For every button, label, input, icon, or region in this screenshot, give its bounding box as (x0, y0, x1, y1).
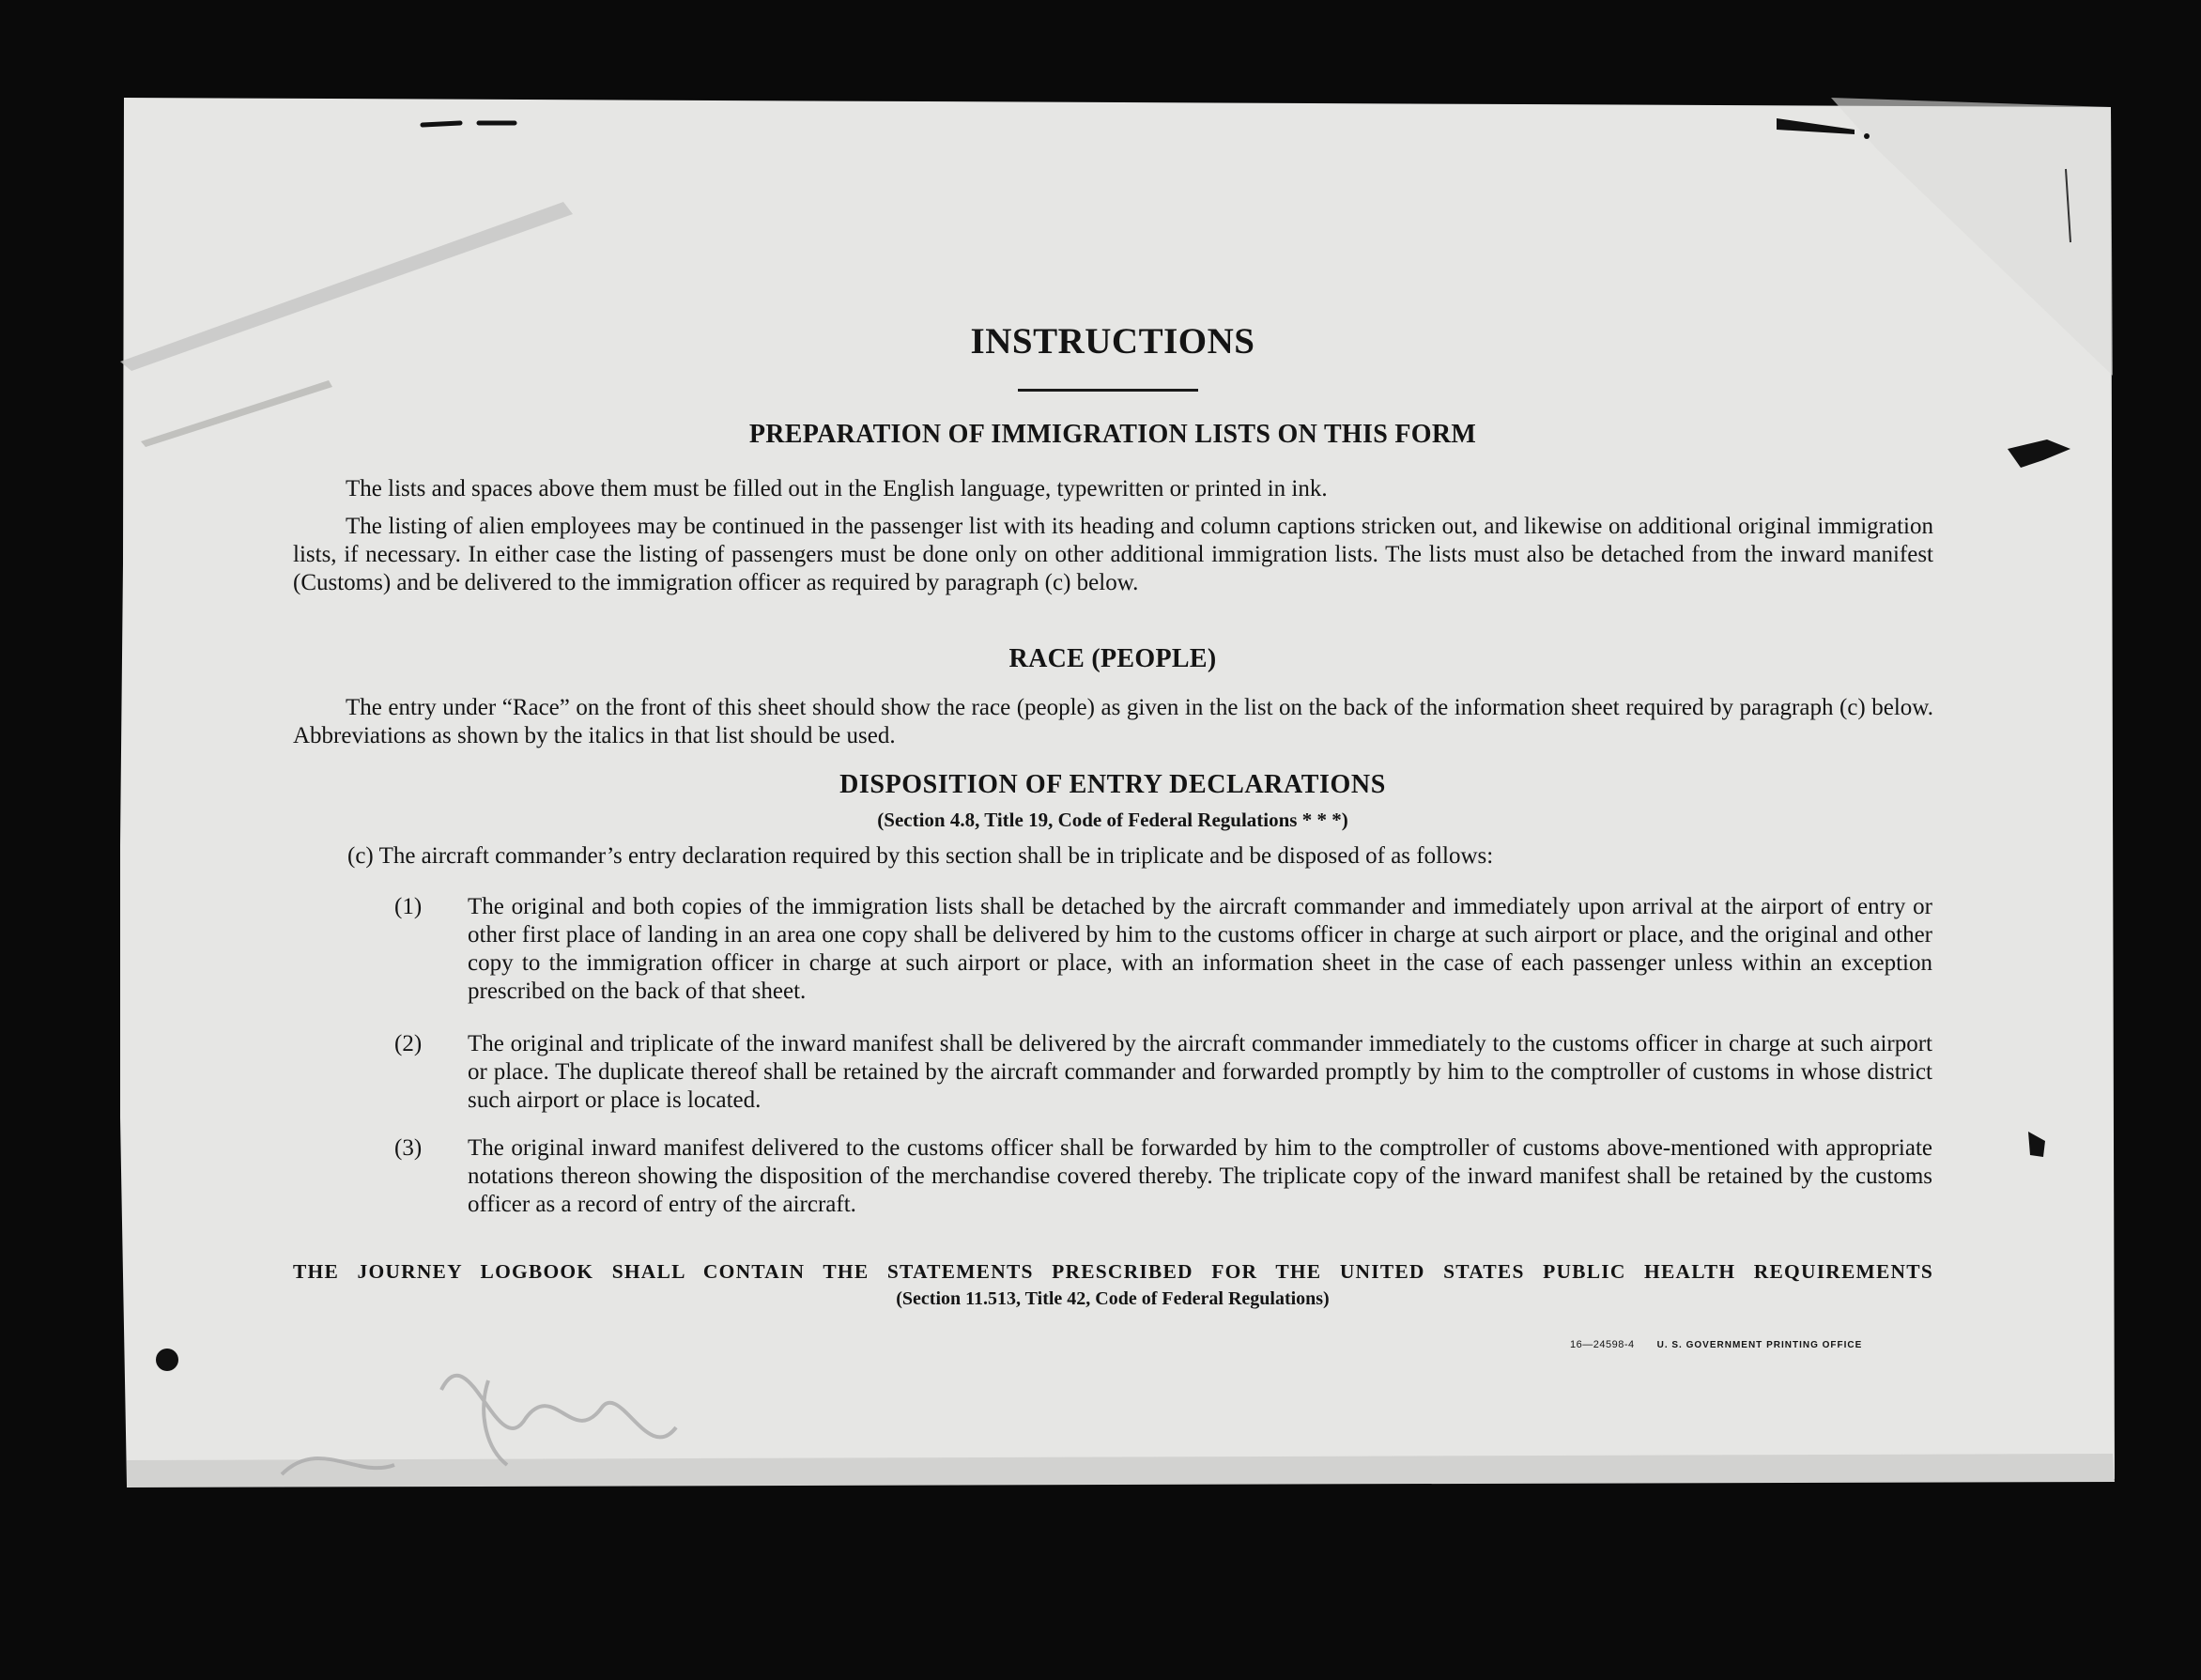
intro-label: (c) (347, 843, 374, 869)
printer-name: U. S. GOVERNMENT PRINTING OFFICE (1656, 1340, 1863, 1350)
item-text: The original inward manifest delivered to the customs officer shall be forwarded by him to the comptroller of customs above-mentioned with appropriate notations thereon showing the disposition of the merchandise covered thereby. The triplicate copy of the inward manifest shall be retained by the customs officer as a record of entry of the aircraft. (468, 1135, 1932, 1217)
paragraph-alien-employees: The listing of alien employees may be continued in the passenger list with its heading and column captions stricken out, and likewise on additional original immigration lists, if necessary. In either case the listing of passengers must be done only on other additional immigration lists. The lists must also be detached from the inward manifest (Customs) and be delivered to the immigration officer as required by paragraph (c) below. (293, 514, 1933, 595)
title-underline (1018, 389, 1198, 392)
paragraph-english-language: The lists and spaces above them must be filled out in the English language, typewritten or printed in ink. (346, 476, 1328, 501)
intro-text: The aircraft commander’s entry declaration required by this section shall be in triplicate and be disposed of as follows: (378, 843, 1494, 869)
list-item (394, 893, 1932, 1006)
page-title: INSTRUCTIONS (970, 321, 1255, 362)
item-number: (2) (394, 1031, 423, 1056)
item-text: The original and triplicate of the inward manifest shall be delivered by the aircraft commander immediately to the customs officer in charge at such airport or place. The duplicate thereof shall be retained by the aircraft commander and forwarded promptly by him to the comptroller of customs in whose district such airport or place is located. (468, 1031, 1932, 1113)
item-text: The original and both copies of the immigration lists shall be detached by the aircraft commander and immediately upon arrival at the airport of entry or other first place of landing in an area one copy shall be delivered by him to the customs officer in charge at such airport or place, and the original and other copy to the immigration officer in charge at such airport or place, with an information sheet in the case of each passenger unless within an exception prescribed on the back of that sheet. (468, 894, 1932, 1004)
list-item (394, 1030, 1932, 1115)
citation-title-19: (Section 4.8, Title 19, Code of Federal Regulations * * *) (877, 809, 1348, 831)
footer-citation: (Section 11.513, Title 42, Code of Federal Regulations) (896, 1288, 1330, 1309)
heading-race: RACE (PEOPLE) (1008, 644, 1217, 673)
paragraph-race-entry: The entry under “Race” on the front of this sheet should show the race (people) as given in the list on the back of the information sheet required by paragraph (c) below. Abbreviations as shown by the italics in that list should be used. (293, 695, 1933, 748)
item-number: (1) (394, 894, 423, 919)
form-code: 16—24598-4 (1570, 1339, 1635, 1350)
item-number: (3) (394, 1135, 423, 1161)
footer-statement: THE JOURNEY LOGBOOK SHALL CONTAIN THE STATEMENTS PRESCRIBED FOR THE UNITED STATES PUBLIC HEALTH REQUIREMENTS (293, 1260, 1933, 1283)
list-item (394, 1134, 1932, 1219)
printer-imprint (1570, 1339, 1862, 1350)
heading-preparation: PREPARATION OF IMMIGRATION LISTS ON THIS FORM (748, 420, 1477, 449)
heading-disposition: DISPOSITION OF ENTRY DECLARATIONS (839, 770, 1386, 799)
paragraph-c-intro (347, 842, 1944, 871)
